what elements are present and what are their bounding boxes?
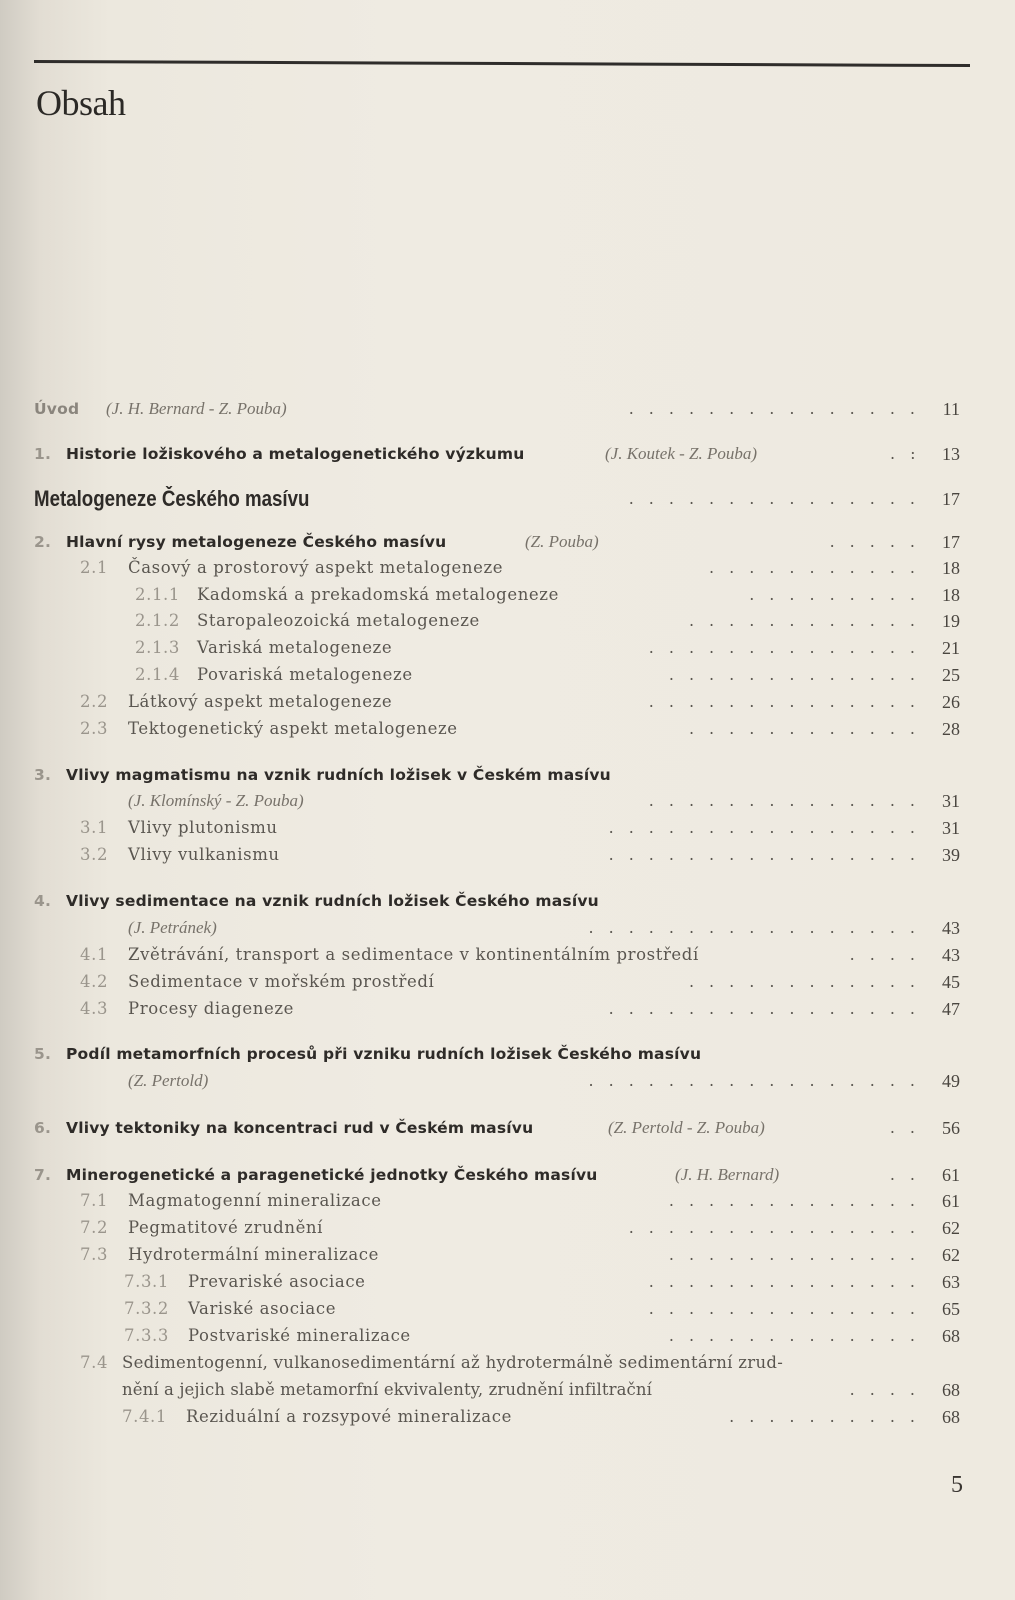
toc-entry-number: 7.2 (80, 1218, 109, 1237)
toc-entry[interactable] (0, 1406, 1015, 1428)
toc-entry-title: Tektogenetický aspekt metalogeneze (128, 719, 458, 738)
toc-entry-page: 63 (942, 1272, 960, 1292)
toc-entry[interactable] (0, 1117, 1015, 1139)
dot-leader: .............. (648, 1272, 930, 1291)
dot-leader: ................. (588, 918, 930, 937)
toc-entry-number: 4.1 (80, 945, 109, 964)
toc-entry-page: 25 (942, 665, 960, 685)
toc-entry[interactable] (0, 817, 1015, 839)
toc-entry-page: 43 (942, 918, 960, 938)
dot-leader: ............... (628, 489, 930, 508)
toc-entry-number: 7.3 (80, 1245, 109, 1264)
toc-entry-page: 21 (942, 638, 960, 658)
toc-entry[interactable] (0, 1325, 1015, 1347)
dot-leader: ......... (749, 585, 930, 604)
toc-entry-author: (Z. Pertold - Z. Pouba) (608, 1118, 765, 1137)
toc-entry-number: 3. (34, 766, 52, 784)
toc-entry-page: 56 (942, 1118, 960, 1138)
toc-entry-title: Hlavní rysy metalogeneze Českého masívu (66, 533, 447, 551)
toc-entry-number: 6. (34, 1119, 52, 1137)
toc-entry-number: 7.3.3 (124, 1326, 169, 1345)
toc-entry-title: Postvariské mineralizace (188, 1326, 411, 1345)
dot-leader: .: (890, 444, 930, 463)
dot-leader: ............. (668, 1245, 930, 1264)
toc-entry-number: 3.2 (80, 845, 109, 864)
toc-entry-title: Kadomská a prekadomská metalogeneze (197, 585, 559, 604)
page-number: 5 (951, 1472, 963, 1498)
dot-leader: ........... (709, 558, 930, 577)
toc-entry-page: 68 (942, 1326, 960, 1346)
toc-entry-number: Úvod (34, 400, 80, 418)
toc-entry-page: 18 (942, 585, 960, 605)
toc-entry-page: 62 (942, 1218, 960, 1238)
toc-entry[interactable] (0, 1217, 1015, 1239)
dot-leader: ..... (829, 532, 930, 551)
toc-entry-title: Sedimentogenní, vulkanosedimentární až hydrotermálně sedimentární zrud- (122, 1353, 784, 1372)
toc-entry-number: 2.2 (80, 692, 109, 711)
toc-entry[interactable] (0, 1043, 1015, 1065)
toc-entry-number: 3.1 (80, 818, 109, 837)
toc-entry-title: Sedimentace v mořském prostředí (128, 972, 435, 991)
toc-entry-number: 7.4 (80, 1353, 109, 1372)
toc-entry-title: Reziduální a rozsypové mineralizace (186, 1407, 512, 1426)
toc-entry-page: 47 (942, 999, 960, 1019)
toc-entry-page: 13 (942, 444, 960, 464)
toc-entry-author: (J. H. Bernard) (675, 1165, 780, 1184)
toc-entry-author: (J. Petránek) (128, 918, 217, 937)
toc-entry-page: 17 (942, 532, 960, 552)
toc-entry-title: Pegmatitové zrudnění (128, 1218, 324, 1237)
toc-entry-title: Staropaleozoická metalogeneze (197, 611, 480, 630)
dot-leader: .... (849, 945, 930, 964)
toc-entry-number: 5. (34, 1045, 52, 1063)
toc-entry-title: Procesy diageneze (128, 999, 295, 1018)
toc-entry-page: 61 (942, 1191, 960, 1211)
toc-entry-author: (J. Koutek - Z. Pouba) (605, 444, 758, 463)
toc-entry[interactable] (0, 764, 1015, 786)
toc-entry-page: 61 (942, 1165, 960, 1185)
toc-entry[interactable] (0, 664, 1015, 686)
toc-entry[interactable] (0, 971, 1015, 993)
dot-leader: .............. (648, 638, 930, 657)
toc-entry-title: Minerogenetické a paragenetické jednotky Českého masívu (66, 1166, 598, 1184)
dot-leader: ............ (688, 972, 930, 991)
dot-leader: .............. (648, 1299, 930, 1318)
toc-entry-title: Prevariské asociace (188, 1272, 366, 1291)
toc-entry[interactable] (0, 844, 1015, 866)
toc-entry-page: 19 (942, 611, 960, 631)
toc-entry-title: Povariská metalogeneze (197, 665, 413, 684)
toc-entry-author: (J. Klomínský - Z. Pouba) (128, 791, 304, 810)
toc-entry-page: 45 (942, 972, 960, 992)
dot-leader: .............. (648, 791, 930, 810)
toc-entry-number: 4.2 (80, 972, 109, 991)
toc-entry[interactable] (0, 1271, 1015, 1293)
toc-entry-page: 28 (942, 719, 960, 739)
toc-entry-title: Vlivy plutonismu (128, 818, 278, 837)
toc-entry-title: Hydrotermální mineralizace (128, 1245, 380, 1264)
toc-entry-page: 39 (942, 845, 960, 865)
dot-leader: ............. (668, 1191, 930, 1210)
toc-entry-title: Časový a prostorový aspekt metalogeneze (128, 558, 504, 577)
dot-leader: .... (849, 1380, 930, 1399)
toc-entry-number: 7.3.1 (124, 1272, 169, 1291)
dot-leader: .. (889, 1118, 930, 1137)
toc-entry[interactable] (0, 998, 1015, 1020)
dot-leader: ................ (608, 845, 930, 864)
toc-entry-number: 4. (34, 892, 52, 910)
toc-entry[interactable] (0, 557, 1015, 579)
toc-entry-number: 2. (34, 533, 52, 551)
toc-entry-title: Variská metalogeneze (197, 638, 393, 657)
toc-entry[interactable] (0, 443, 1015, 465)
toc-entry[interactable] (0, 1352, 1015, 1374)
toc-entry-author: (Z. Pertold) (128, 1071, 209, 1090)
dot-leader: ............ (688, 611, 930, 630)
toc-entry-title: Vlivy sedimentace na vznik rudních ložisek Českého masívu (66, 892, 599, 910)
toc-entry[interactable] (0, 1244, 1015, 1266)
dot-leader: ............... (628, 399, 930, 418)
dot-leader: ............ (688, 719, 930, 738)
toc-entry[interactable] (0, 1379, 1015, 1401)
toc-entry-title: Historie ložiskového a metalogenetického výzkumu (66, 445, 525, 463)
toc-entry-number: 4.3 (80, 999, 109, 1018)
toc-entry-page: 17 (942, 489, 960, 509)
toc-entry-page: 31 (942, 791, 960, 811)
dot-leader: ............... (628, 1218, 930, 1237)
toc-entry[interactable] (0, 691, 1015, 713)
toc-entry-page: 43 (942, 945, 960, 965)
toc-entry-title: Variské asociace (188, 1299, 337, 1318)
toc-entry-number: 1. (34, 445, 52, 463)
toc-entry-number: 2.1.3 (135, 638, 180, 657)
toc-entry-title: Látkový aspekt metalogeneze (128, 692, 393, 711)
toc-entry-title: Vlivy tektoniky na koncentraci rud v Českém masívu (66, 1119, 534, 1137)
toc-entry[interactable] (0, 1298, 1015, 1320)
toc-entry-title: Vlivy magmatismu na vznik rudních ložisek v Českém masívu (66, 766, 611, 784)
toc-entry-number: 2.1.2 (135, 611, 180, 630)
toc-entry-page: 49 (942, 1071, 960, 1091)
toc-entry[interactable] (0, 790, 1015, 812)
toc-entry-number: 7.3.2 (124, 1299, 169, 1318)
dot-leader: .. (889, 1165, 930, 1184)
toc-entry[interactable] (0, 584, 1015, 606)
toc-entry-page: 68 (942, 1380, 960, 1400)
toc-entry-title: Metalogeneze Českého masívu (34, 486, 310, 511)
toc-entry-title: Vlivy vulkanismu (128, 845, 280, 864)
toc-entry-page: 68 (942, 1407, 960, 1427)
toc-entry-page: 31 (942, 818, 960, 838)
dot-leader: ............. (668, 1326, 930, 1345)
dot-leader: ................ (608, 999, 930, 1018)
toc-entry-number: 7. (34, 1166, 52, 1184)
toc-entry-title: Zvětrávání, transport a sedimentace v kontinentálním prostředí (128, 945, 699, 964)
toc-entry[interactable] (0, 944, 1015, 966)
toc-entry-number: 2.1.4 (135, 665, 180, 684)
toc-entry[interactable] (0, 637, 1015, 659)
header-rule (34, 60, 970, 67)
toc-entry[interactable] (0, 610, 1015, 632)
dot-leader: .............. (648, 692, 930, 711)
toc-entry-title: nění a jejich slabě metamorfní ekvivalenty, zrudnění infiltrační (122, 1380, 652, 1399)
toc-entry-page: 11 (942, 399, 960, 419)
toc-entry[interactable] (0, 1190, 1015, 1212)
toc-entry-author: (J. H. Bernard - Z. Pouba) (106, 399, 287, 418)
dot-leader: .......... (729, 1407, 930, 1426)
page-title: Obsah (36, 83, 126, 123)
dot-leader: ................ (608, 818, 930, 837)
toc-entry[interactable] (0, 890, 1015, 912)
toc-entry[interactable] (0, 917, 1015, 939)
toc-entry-number: 7.4.1 (122, 1407, 167, 1426)
dot-leader: ............. (668, 665, 930, 684)
toc-entry-page: 62 (942, 1245, 960, 1265)
toc-entry-page: 18 (942, 558, 960, 578)
toc-entry-title: Magmatogenní mineralizace (128, 1191, 382, 1210)
toc-part-heading[interactable] (0, 488, 1015, 514)
toc-entry-page: 65 (942, 1299, 960, 1319)
toc-entry[interactable] (0, 1164, 1015, 1186)
toc-entry-number: 2.1.1 (135, 585, 180, 604)
toc-entry[interactable] (0, 718, 1015, 740)
toc-entry-number: 2.1 (80, 558, 109, 577)
toc-entry-number: 2.3 (80, 719, 109, 738)
toc-entry-title: Podíl metamorfních procesů při vzniku rudních ložisek Českého masívu (66, 1045, 702, 1063)
toc-entry-author: (Z. Pouba) (525, 532, 599, 551)
toc-entry[interactable] (0, 1070, 1015, 1092)
toc-entry[interactable] (0, 531, 1015, 553)
toc-entry-number: 7.1 (80, 1191, 109, 1210)
toc-entry-page: 26 (942, 692, 960, 712)
dot-leader: ................. (588, 1071, 930, 1090)
toc-entry[interactable] (0, 398, 1015, 420)
